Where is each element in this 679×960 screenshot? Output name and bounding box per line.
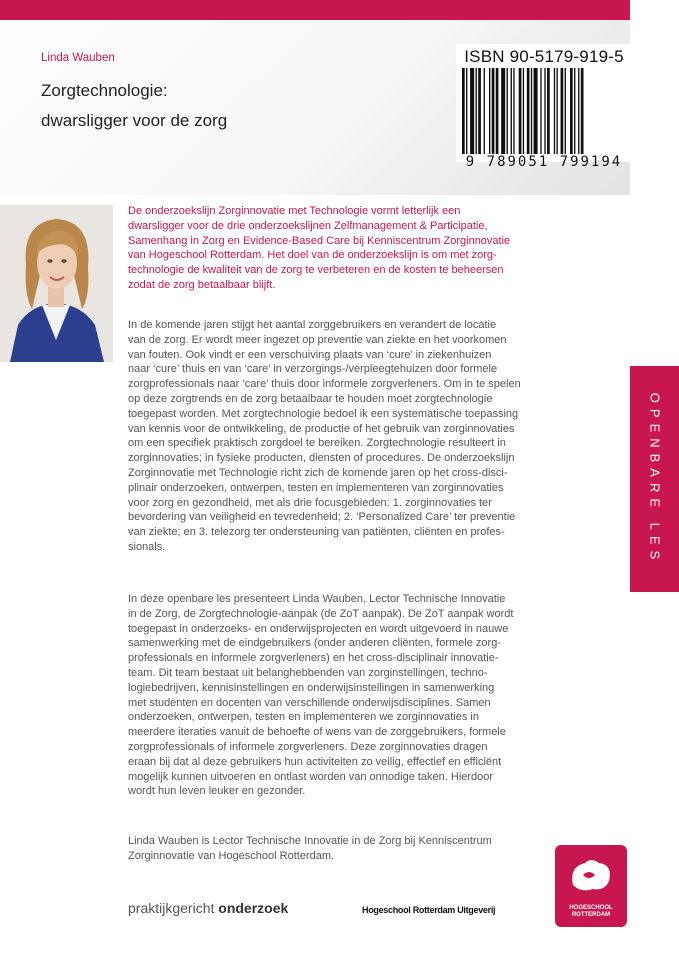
barcode-bar [478,68,481,154]
barcode-bar [531,68,532,154]
barcode-bar [462,68,465,154]
series-label [128,900,288,916]
barcode-bar [492,68,495,154]
barcode-bar [489,68,490,154]
barcode-bar [476,68,477,154]
intro-line: van Hogeschool Rotterdam. Het doel van de onderzoekslijn is om met zorg- [128,249,497,262]
paragraph-line: onderzoeken, ontwerpen, testen en implementeren we zorginnovaties in [128,711,479,724]
paragraph-line: meerdere iteraties vanuit de behoefte of wens van de zorggebruikers, formele [128,726,506,739]
intro-line: De onderzoekslijn Zorginnovatie met Technologie vormt letterlijk een [128,205,461,217]
paragraph-line: logiebedrijven, kennisinstellingen en onderwijsinstellingen in samenwerking [128,681,495,694]
barcode-icon [462,68,626,154]
logo-text-line-2: ROTTERDAM [571,912,611,918]
paragraph-line: met studenten en docenten van verschillende onderwijsdisciplines. Samen [128,696,491,709]
barcode-bar [484,68,485,154]
barcode-bar [570,68,573,154]
barcode-bar [540,68,541,154]
paragraph-line: in de Zorg, de Zorgtechnologie-aanpak (de ZoT aanpak). De ZoT aanpak wordt [128,607,514,620]
paragraph-line: team. Dit team bestaat uit belanghebbenden van zorginstellingen, techno- [128,666,488,679]
paragraph-2 [128,592,623,799]
openbare-les-tab [630,366,679,592]
barcode-bar [534,68,538,154]
paragraph-line: bevordering van veiligheid en tevredenheid; 2. ‘Personalized Care’ ter preventie [128,511,516,524]
barcode-bar [511,68,512,154]
paragraph-line: In de komende jaren stijgt het aantal zorggebruikers en verandert de locatie [128,319,497,331]
isbn-barcode-block [456,44,632,170]
intro-line: technologie de kwaliteit van de zorg te verbeteren en de kosten te beheersen [128,264,504,277]
intro-line: Samenhang in Zorg en Evidence-Based Care bij Kenniscentrum Zorginnovatie [128,234,511,247]
paragraph-line: toegepast in onderzoeks- en onderwijsprojecten en wordt uitgevoerd in nauwe [128,622,509,635]
intro-paragraph [128,204,623,293]
paragraph-line: Zorginnovatie met Technologie richt zich de komende jaren op het cross-disci- [128,466,508,479]
barcode-bar [574,68,575,154]
intro-line: dwarsligger voor de drie onderzoekslijnen Zelfmanagement & Participatie, [128,219,488,232]
top-accent-band [0,0,630,20]
paragraph-line: professionals en informele zorgverleners) en het cross-disciplinair innovatie- [128,652,499,665]
paragraph-1 [128,318,623,555]
series-bold: onderzoek [218,900,289,916]
paragraph-line: van de zorg. Er wordt meer ingezet op preventie van ziekte en het voorkomen [128,333,507,346]
author-name: Linda Wauben [41,52,115,64]
paragraph-line: van fouten. Ook vindt er een verschuiving plaats van ‘cure’ in ziekenhuizen [128,348,492,361]
paragraph-line: voor zorg en gezondheid, met als drie focusgebieden: 1. zorginnovaties ter [128,496,492,509]
title-line-1: Zorgtechnologie: [41,81,168,100]
barcode-bar [547,68,550,154]
paragraph-3 [128,834,623,864]
paragraph-line: van ziekte; en 3. telezorg ter ondersteuning van patiënten, cliënten en profes- [128,526,505,539]
paragraph-line: Linda Wauben is Lector Technische Innovatie in de Zorg bij Kenniscentrum [128,835,492,847]
side-tab-label: OPENBARE LES [647,392,662,566]
publisher-label: Hogeschool Rotterdam Uitgeverij [362,905,496,915]
logo-mark-icon [555,845,627,905]
barcode-bar [470,68,474,154]
paragraph-line: toegepast worden. Met zorgtechnologie bedoel ik een systematische toepassing [128,407,519,420]
series-prefix: praktijkgericht [128,900,219,916]
paragraph-line: sionals. [128,540,166,553]
barcode-bar [507,68,508,154]
intro-line: zodat de zorg betaalbaar blijft. [128,278,276,291]
hogeschool-rotterdam-logo [555,845,627,927]
paragraph-line: Zorginnovatie van Hogeschool Rotterdam. [128,849,335,862]
barcode-bar [501,68,505,154]
barcode-bar [561,68,564,154]
book-title [41,76,227,136]
barcode-digits: 9 789051 799194 [465,154,623,170]
paragraph-line: plinair onderzoeken, ontwerpen, testen en implementeren van zorginnovaties [128,481,504,494]
barcode-bar [513,68,514,154]
barcode-bar [466,68,467,154]
isbn-label: ISBN 90-5179-919-5 [464,47,624,66]
paragraph-line: zorginnovaties; in fysieke producten, diensten of procedures. De onderzoekslijn [128,452,515,465]
paragraph-line: zorgprofessionals of informele zorgverleners. Deze zorginnovaties dragen [128,740,488,753]
paragraph-line: op deze zorgtrends en de zorg betaalbaar te houden moet zorgtechnologie [128,392,493,405]
paragraph-line: mogelijk kunnen uitvoeren en ontlast worden van onnodige taken. Hierdoor [128,770,494,783]
barcode-bar [554,68,555,154]
paragraph-line: zorgprofessionals naar ‘care’ thuis door informele zorgverleners. Om in te spelen [128,378,521,391]
paragraph-line: wordt hun leven leuker en gezonder. [128,785,306,798]
barcode-bar [527,68,530,154]
paragraph-line: In deze openbare les presenteert Linda Wauben, Lector Technische Innovatie [128,593,506,605]
logo-text [555,905,627,919]
barcode-bar [581,68,584,154]
logo-text-line-1: HOGESCHOOL [569,905,613,911]
paragraph-line: van kennis voor de ontwikkeling, de productie of het gebruik van zorginnovaties [128,422,515,435]
author-photo [0,205,113,362]
barcode-bar [523,68,524,154]
paragraph-line: samenwerking met de eindgebruikers (onder anderen cliënten, formele zorg- [128,637,501,650]
barcode-bar [544,68,545,154]
paragraph-line: naar ‘cure’ thuis en van ‘care’ in verzorgings-/verpleegtehuizen door formele [128,363,498,376]
barcode-bar [565,68,566,154]
paragraph-line: om een specifiek praktisch zorgdoel te bereiken. Zorgtechnologie resulteert in [128,437,506,450]
title-line-2: dwarsligger voor de zorg [41,111,228,130]
paragraph-line: eraan bij dat al deze gebruikers hun activiteiten zo veilig, effectief en efficiënt [128,755,502,768]
barcode-bar [496,68,499,154]
barcode-bar [557,68,558,154]
barcode-bar [578,68,579,154]
barcode-bar [519,68,522,154]
